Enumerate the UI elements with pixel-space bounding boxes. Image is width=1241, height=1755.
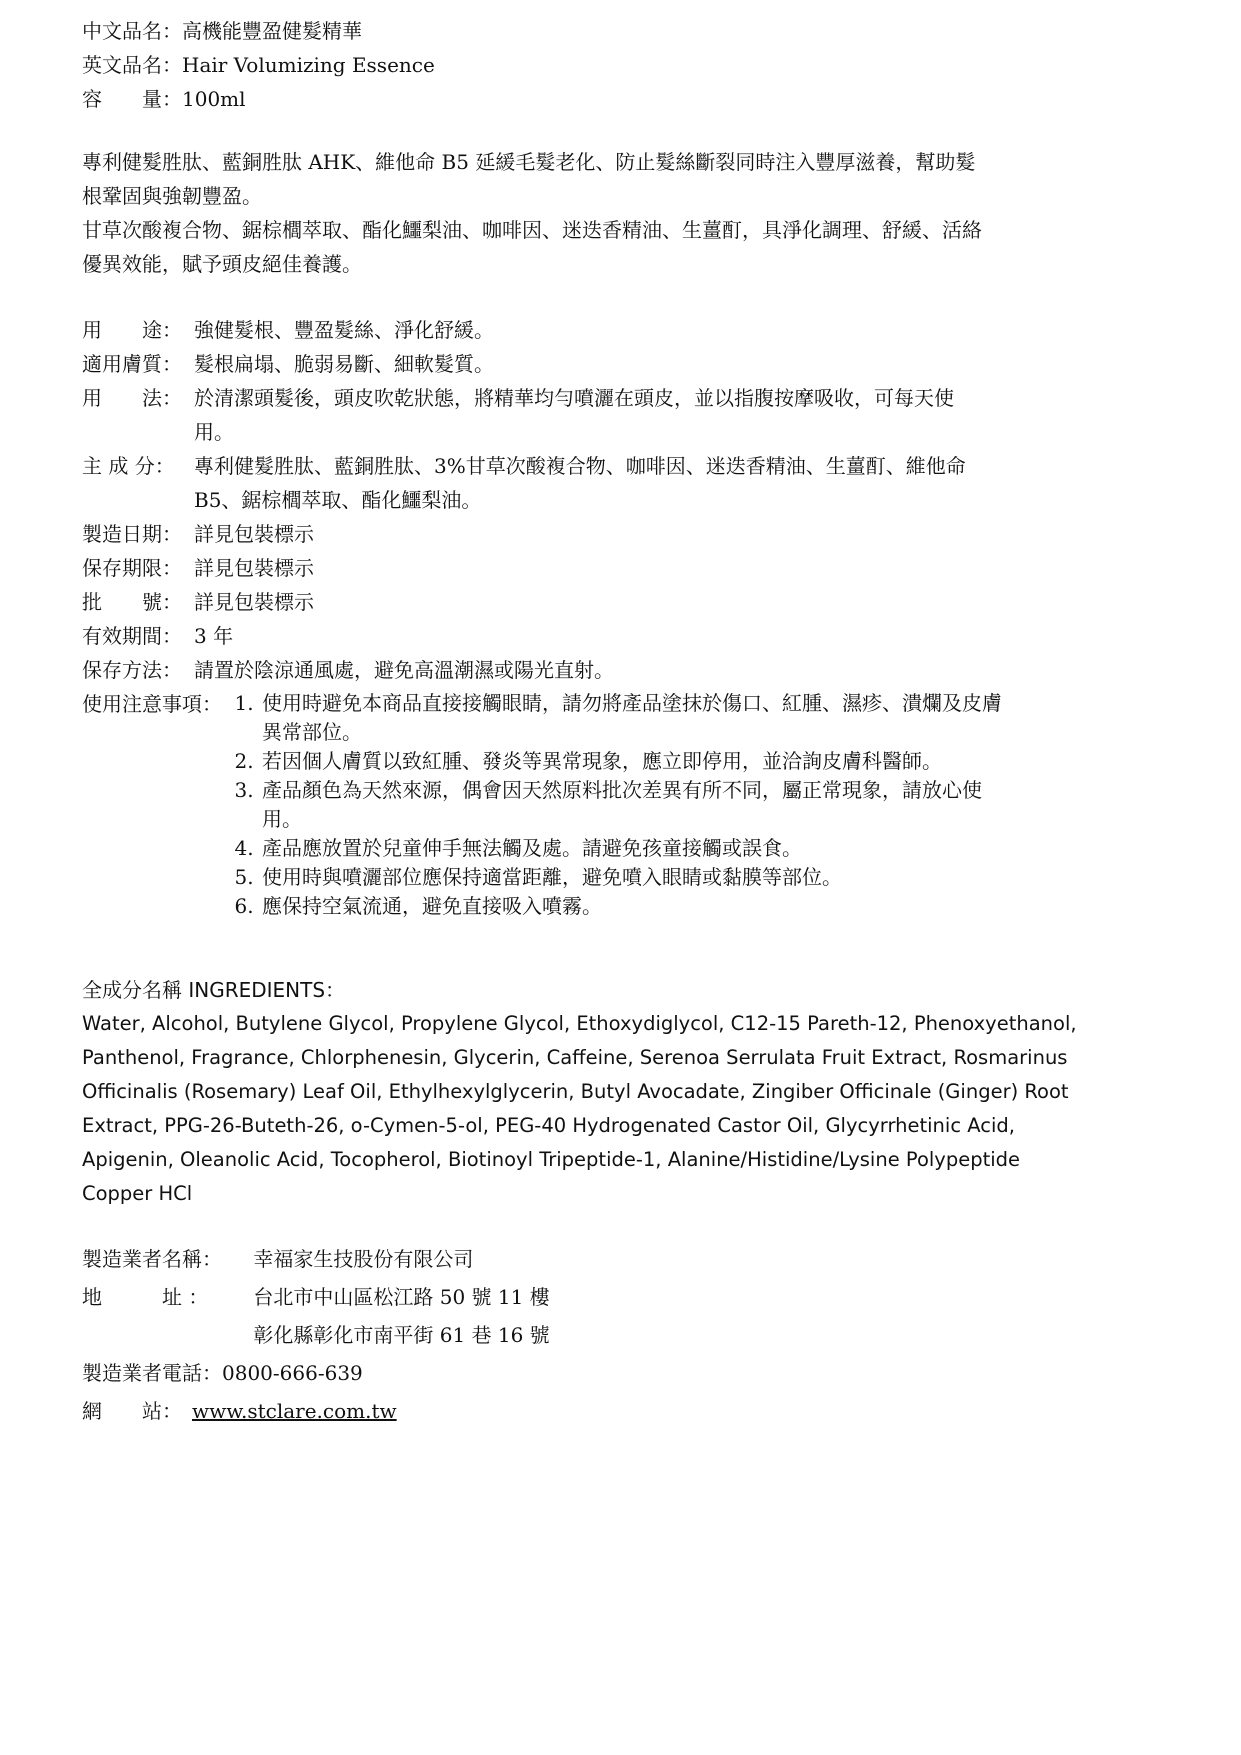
manufacturer (82, 1240, 550, 1430)
note-item: 1. 使用時避免本商品直接接觸眼睛，請勿將產品塗抹於傷口、紅腫、濕疹、潰爛及皮膚異常部位。 (260, 689, 1020, 747)
label: 保存方法： (82, 658, 182, 682)
note-item: 6. 應保持空氣流通，避免直接吸入噴霧。 (260, 892, 1020, 921)
value: 專利健髮胜肽、藍銅胜肽、3%甘草次酸複合物、咖啡因、迷迭香精油、生薑酊、維他命 B5、鋸棕櫚萃取、酯化鱷梨油。 (194, 454, 966, 512)
value: 高機能豐盈健髮精華 (182, 19, 362, 43)
english-name (82, 48, 435, 82)
label: 用 法： (82, 386, 182, 410)
intro (82, 145, 982, 281)
product-header (82, 14, 435, 116)
manufacturer-address (82, 1278, 550, 1316)
label: 主 成 分： (82, 454, 175, 478)
note-item: 4. 產品應放置於兒童伸手無法觸及處。請避免孩童接觸或誤食。 (260, 834, 1020, 863)
chinese-name (82, 14, 435, 48)
label: 英文品名： (82, 53, 182, 77)
spec-validity (82, 619, 1020, 653)
intro-paragraph: 專利健髮胜肽、藍銅胜肽 AHK、維他命 B5 延緩毛髮老化、防止髮絲斷裂同時注入豐厚滋養，幫助髮根鞏固與強韌豐盈。 (82, 150, 976, 208)
label: 製造業者名稱： (82, 1247, 222, 1271)
value: 詳見包裝標示 (194, 590, 314, 614)
note-item: 5. 使用時與噴灑部位應保持適當距離，避免噴入眼睛或黏膜等部位。 (260, 863, 1020, 892)
value: 於清潔頭髮後，頭皮吹乾狀態，將精華均勻噴灑在頭皮，並以指腹按摩吸收，可每天使用。 (194, 386, 954, 444)
spec-mfg-date (82, 517, 1020, 551)
label: 容 量： (82, 87, 182, 111)
note-item: 3. 產品顏色為天然來源，偶會因天然原料批次差異有所不同，屬正常現象，請放心使用。 (260, 776, 1020, 834)
value: 髮根扁塌、脆弱易斷、細軟髮質。 (194, 352, 494, 376)
spec-main-ingredients (82, 449, 1020, 517)
spec-batch (82, 585, 1020, 619)
label: 有效期間： (82, 624, 182, 648)
value: 幸福家生技股份有限公司 (247, 1247, 474, 1271)
label: 製造日期： (82, 522, 182, 546)
manufacturer-name (82, 1240, 550, 1278)
usage-notes (82, 687, 1020, 921)
volume (82, 82, 435, 116)
ingredients-title: 全成分名稱 INGREDIENTS： (82, 978, 346, 1002)
label: 適用膚質： (82, 352, 182, 376)
spec-skin-type (82, 347, 1020, 381)
ingredients-text: Water, Alcohol, Butylene Glycol, Propylene Glycol, Ethoxydiglycol, C12-15 Pareth-12, Phenoxyethanol, Panthenol, Fragrance, Chlorphenesin, Glycerin, Caffeine, Serenoa Serrulata Fruit Extract, Rosmarinus Officinalis (Rosemary) Leaf Oil, Ethylhexylglycerin, Butyl Avocadate, Zingiber Officinale (Ginger) Root Extract, PPG-26-Buteth-26, o-Cymen-5-ol, PEG-40 Hydrogenated Castor Oil, Glycyrrhetinic Acid, Apigenin, Oleanolic Acid, Tocopherol, Biotinoyl Tripeptide-1, Alanine/Histidine/Lysine Polypeptide Copper HCl (82, 1012, 1077, 1205)
spec-storage (82, 653, 1020, 687)
label: 中文品名： (82, 19, 182, 43)
value: 台北市中山區松江路 50 號 11 樓 (247, 1285, 550, 1309)
spec-shelf-life (82, 551, 1020, 585)
spec-purpose (82, 313, 1020, 347)
label: 網 站： (82, 1399, 182, 1423)
value: 強健髮根、豐盈髮絲、淨化舒緩。 (194, 318, 494, 342)
website-link[interactable]: www.stclare.com.tw (192, 1399, 397, 1423)
ingredients (82, 973, 1082, 1211)
spacer (82, 1316, 247, 1354)
value: 詳見包裝標示 (194, 556, 314, 580)
value: Hair Volumizing Essence (182, 53, 435, 77)
manufacturer-phone (82, 1354, 550, 1392)
label: 用 途： (82, 318, 182, 342)
label: 製造業者電話： (82, 1361, 222, 1385)
manufacturer-website (82, 1392, 550, 1430)
note-item: 2. 若因個人膚質以致紅腫、發炎等異常現象，應立即停用，並洽詢皮膚科醫師。 (260, 747, 1020, 776)
label: 批 號： (82, 590, 182, 614)
value: 0800-666-639 (222, 1361, 363, 1385)
label: 地 址 ： (82, 1285, 209, 1309)
value: 請置於陰涼通風處，避免高溫潮濕或陽光直射。 (194, 658, 614, 682)
value: 100ml (182, 87, 246, 111)
value: 3 年 (194, 624, 234, 648)
intro-paragraph: 甘草次酸複合物、鋸棕櫚萃取、酯化鱷梨油、咖啡因、迷迭香精油、生薑酊，具淨化調理、舒緩、活絡優異效能，賦予頭皮絕佳養護。 (82, 218, 982, 276)
value: 彰化縣彰化市南平街 61 巷 16 號 (247, 1323, 550, 1347)
spec-list (82, 313, 1020, 921)
label: 保存期限： (82, 556, 182, 580)
spec-usage (82, 381, 1020, 449)
manufacturer-address-2 (82, 1316, 550, 1354)
value: 詳見包裝標示 (194, 522, 314, 546)
label: 使用注意事項： (82, 692, 222, 716)
